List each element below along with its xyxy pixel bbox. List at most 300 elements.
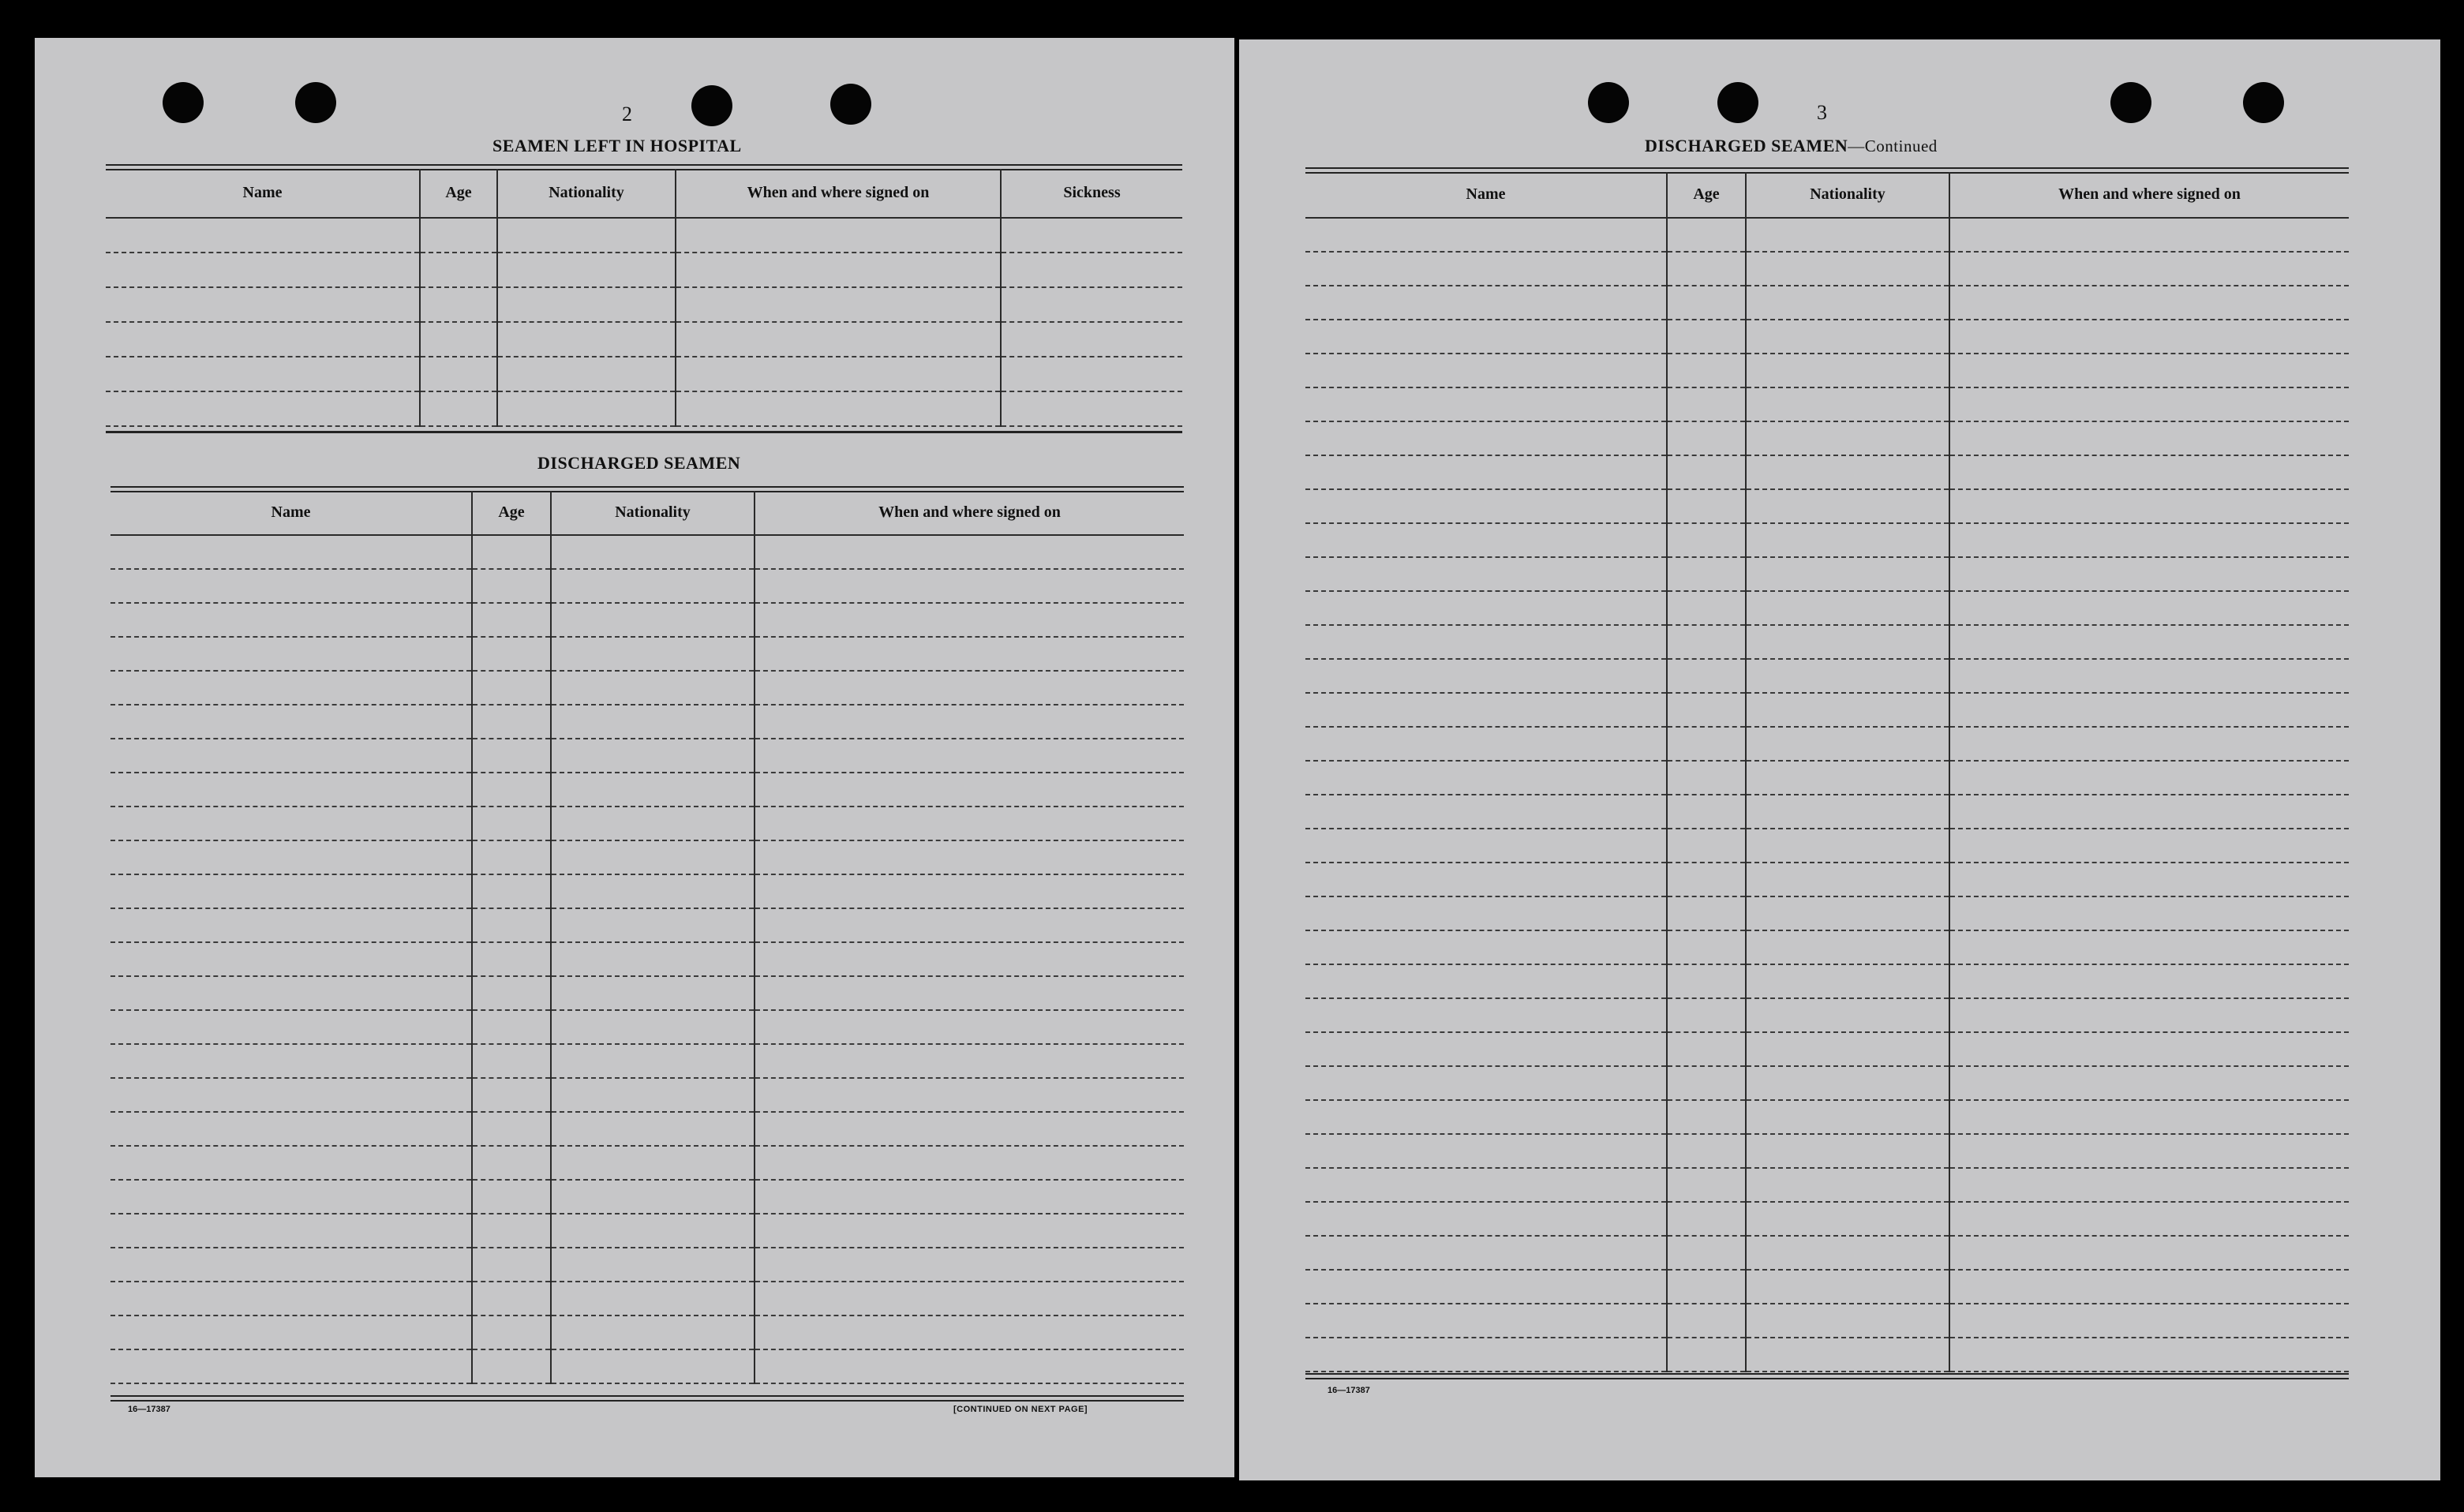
blank-cell[interactable] xyxy=(110,1112,472,1146)
table-row xyxy=(1305,693,2349,727)
blank-cell[interactable] xyxy=(755,1248,1184,1282)
blank-cell[interactable] xyxy=(1667,523,1746,557)
table-row xyxy=(1305,557,2349,591)
title-main: DISCHARGED SEAMEN xyxy=(1645,136,1848,155)
blank-cell[interactable] xyxy=(1001,322,1182,357)
blank-cell[interactable] xyxy=(472,535,551,569)
blank-cell[interactable] xyxy=(1949,795,2349,829)
blank-cell[interactable] xyxy=(1746,286,1949,320)
blank-cell[interactable] xyxy=(551,942,755,976)
table-row xyxy=(110,1078,1184,1112)
blank-cell[interactable] xyxy=(1746,387,1949,421)
blank-cell[interactable] xyxy=(497,218,676,253)
blank-cell[interactable] xyxy=(1746,421,1949,455)
blank-cell[interactable] xyxy=(551,1112,755,1146)
blank-cell[interactable] xyxy=(472,1214,551,1248)
blank-cell[interactable] xyxy=(472,976,551,1010)
blank-cell[interactable] xyxy=(755,942,1184,976)
blank-cell[interactable] xyxy=(472,1112,551,1146)
blank-cell[interactable] xyxy=(1949,1134,2349,1168)
table-row xyxy=(106,322,1182,357)
form-code: 16—17387 xyxy=(128,1405,170,1414)
blank-cell[interactable] xyxy=(1667,557,1746,591)
blank-cell[interactable] xyxy=(110,1146,472,1180)
blank-cell[interactable] xyxy=(1305,659,1667,693)
blank-cell[interactable] xyxy=(1949,863,2349,896)
blank-cell[interactable] xyxy=(1949,523,2349,557)
blank-cell[interactable] xyxy=(1667,354,1746,387)
blank-cell[interactable] xyxy=(1667,1168,1746,1202)
blank-cell[interactable] xyxy=(472,874,551,908)
blank-cell[interactable] xyxy=(1305,387,1667,421)
blank-cell[interactable] xyxy=(1746,1032,1949,1066)
blank-cell[interactable] xyxy=(755,807,1184,840)
blank-cell[interactable] xyxy=(472,1010,551,1044)
table-row xyxy=(1305,625,2349,659)
blank-cell[interactable] xyxy=(472,1282,551,1316)
blank-cell[interactable] xyxy=(1746,1236,1949,1270)
blank-cell[interactable] xyxy=(1305,896,1667,930)
blank-cell[interactable] xyxy=(1667,218,1746,252)
blank-cell[interactable] xyxy=(1746,1202,1949,1236)
blank-cell[interactable] xyxy=(472,739,551,773)
blank-cell[interactable] xyxy=(472,942,551,976)
blank-cell[interactable] xyxy=(551,773,755,807)
blank-cell[interactable] xyxy=(1667,727,1746,761)
blank-cell[interactable] xyxy=(1949,591,2349,625)
blank-cell[interactable] xyxy=(1305,286,1667,320)
blank-cell[interactable] xyxy=(1305,489,1667,523)
blank-cell[interactable] xyxy=(1949,761,2349,795)
blank-cell[interactable] xyxy=(1746,1270,1949,1304)
blank-cell[interactable] xyxy=(755,1180,1184,1214)
blank-cell[interactable] xyxy=(1746,863,1949,896)
blank-cell[interactable] xyxy=(472,840,551,874)
blank-cell[interactable] xyxy=(1746,591,1949,625)
blank-cell[interactable] xyxy=(1667,1066,1746,1100)
blank-cell[interactable] xyxy=(755,569,1184,603)
right-page xyxy=(1239,39,2440,1480)
table-bottom-rule xyxy=(106,431,1182,433)
blank-cell[interactable] xyxy=(497,287,676,322)
blank-cell[interactable] xyxy=(106,391,420,426)
blank-cell[interactable] xyxy=(1001,218,1182,253)
blank-cell[interactable] xyxy=(472,1316,551,1349)
blank-cell[interactable] xyxy=(110,535,472,569)
blank-cell[interactable] xyxy=(1001,253,1182,287)
blank-cell[interactable] xyxy=(472,1349,551,1383)
blank-cell[interactable] xyxy=(110,773,472,807)
table-row xyxy=(1305,1338,2349,1372)
page-number: 3 xyxy=(1817,101,1827,124)
blank-cell[interactable] xyxy=(1949,625,2349,659)
blank-cell[interactable] xyxy=(1746,523,1949,557)
column-header: Age xyxy=(1667,172,1746,218)
blank-cell[interactable] xyxy=(1305,1304,1667,1338)
blank-cell[interactable] xyxy=(1746,964,1949,998)
blank-cell[interactable] xyxy=(1667,930,1746,964)
blank-cell[interactable] xyxy=(1949,1066,2349,1100)
blank-cell[interactable] xyxy=(472,1078,551,1112)
blank-cell[interactable] xyxy=(110,705,472,739)
blank-cell[interactable] xyxy=(1305,625,1667,659)
blank-cell[interactable] xyxy=(1667,896,1746,930)
blank-cell[interactable] xyxy=(1305,1236,1667,1270)
blank-cell[interactable] xyxy=(110,1010,472,1044)
blank-cell[interactable] xyxy=(755,1316,1184,1349)
blank-cell[interactable] xyxy=(1667,1338,1746,1372)
blank-cell[interactable] xyxy=(1746,1066,1949,1100)
blank-cell[interactable] xyxy=(551,807,755,840)
blank-cell[interactable] xyxy=(472,908,551,942)
blank-cell[interactable] xyxy=(551,1044,755,1078)
blank-cell[interactable] xyxy=(110,1282,472,1316)
blank-cell[interactable] xyxy=(551,1010,755,1044)
blank-cell[interactable] xyxy=(755,1078,1184,1112)
blank-cell[interactable] xyxy=(551,671,755,705)
blank-cell[interactable] xyxy=(1949,557,2349,591)
blank-cell[interactable] xyxy=(1305,1134,1667,1168)
table-row xyxy=(110,671,1184,705)
blank-cell[interactable] xyxy=(106,287,420,322)
blank-cell[interactable] xyxy=(1667,591,1746,625)
blank-cell[interactable] xyxy=(551,1316,755,1349)
blank-cell[interactable] xyxy=(755,1214,1184,1248)
blank-cell[interactable] xyxy=(1001,287,1182,322)
table-row xyxy=(1305,1270,2349,1304)
table-row xyxy=(1305,863,2349,896)
blank-cell[interactable] xyxy=(1001,391,1182,426)
blank-cell[interactable] xyxy=(1746,354,1949,387)
blank-cell[interactable] xyxy=(1949,489,2349,523)
blank-cell[interactable] xyxy=(1746,1100,1949,1134)
blank-cell[interactable] xyxy=(1667,1100,1746,1134)
blank-cell[interactable] xyxy=(1305,354,1667,387)
blank-cell[interactable] xyxy=(110,807,472,840)
blank-cell[interactable] xyxy=(110,739,472,773)
blank-cell[interactable] xyxy=(1305,761,1667,795)
blank-cell[interactable] xyxy=(1667,1202,1746,1236)
table-row xyxy=(1305,727,2349,761)
blank-cell[interactable] xyxy=(1305,964,1667,998)
blank-cell[interactable] xyxy=(755,1282,1184,1316)
blank-cell[interactable] xyxy=(1667,1134,1746,1168)
table-row xyxy=(110,773,1184,807)
blank-cell[interactable] xyxy=(110,1078,472,1112)
blank-cell[interactable] xyxy=(1667,693,1746,727)
blank-cell[interactable] xyxy=(755,739,1184,773)
blank-cell[interactable] xyxy=(551,535,755,569)
blank-cell[interactable] xyxy=(110,569,472,603)
blank-cell[interactable] xyxy=(110,1316,472,1349)
blank-cell[interactable] xyxy=(1949,286,2349,320)
blank-cell[interactable] xyxy=(551,739,755,773)
blank-cell[interactable] xyxy=(1949,1236,2349,1270)
blank-cell[interactable] xyxy=(1305,455,1667,489)
blank-cell[interactable] xyxy=(1746,829,1949,863)
blank-cell[interactable] xyxy=(755,1146,1184,1180)
blank-cell[interactable] xyxy=(1667,998,1746,1032)
blank-cell[interactable] xyxy=(110,603,472,637)
blank-cell[interactable] xyxy=(551,603,755,637)
blank-cell[interactable] xyxy=(755,535,1184,569)
table-row xyxy=(110,908,1184,942)
blank-cell[interactable] xyxy=(1001,357,1182,391)
blank-cell[interactable] xyxy=(1746,1134,1949,1168)
blank-cell[interactable] xyxy=(755,1010,1184,1044)
blank-cell[interactable] xyxy=(1746,896,1949,930)
blank-cell[interactable] xyxy=(1305,1270,1667,1304)
blank-cell[interactable] xyxy=(1305,863,1667,896)
blank-cell[interactable] xyxy=(1305,930,1667,964)
hospital-section-title: SEAMEN LEFT IN HOSPITAL xyxy=(492,136,742,155)
blank-cell[interactable] xyxy=(755,1112,1184,1146)
blank-cell[interactable] xyxy=(472,773,551,807)
blank-cell[interactable] xyxy=(551,1248,755,1282)
blank-cell[interactable] xyxy=(1305,252,1667,286)
blank-cell[interactable] xyxy=(1305,1202,1667,1236)
blank-cell[interactable] xyxy=(1949,218,2349,252)
blank-cell[interactable] xyxy=(1949,421,2349,455)
blank-cell[interactable] xyxy=(110,1214,472,1248)
blank-cell[interactable] xyxy=(110,976,472,1010)
blank-cell[interactable] xyxy=(110,1349,472,1383)
blank-cell[interactable] xyxy=(1746,727,1949,761)
blank-cell[interactable] xyxy=(1305,421,1667,455)
blank-cell[interactable] xyxy=(1949,320,2349,354)
blank-cell[interactable] xyxy=(551,874,755,908)
blank-cell[interactable] xyxy=(472,1248,551,1282)
blank-cell[interactable] xyxy=(1746,659,1949,693)
blank-cell[interactable] xyxy=(755,773,1184,807)
blank-cell[interactable] xyxy=(755,874,1184,908)
blank-cell[interactable] xyxy=(1667,252,1746,286)
blank-cell[interactable] xyxy=(497,322,676,357)
blank-cell[interactable] xyxy=(1305,727,1667,761)
blank-cell[interactable] xyxy=(110,1180,472,1214)
blank-cell[interactable] xyxy=(1667,625,1746,659)
blank-cell[interactable] xyxy=(1305,1032,1667,1066)
blank-cell[interactable] xyxy=(472,1146,551,1180)
blank-cell[interactable] xyxy=(1949,964,2349,998)
blank-cell[interactable] xyxy=(1667,286,1746,320)
blank-cell[interactable] xyxy=(755,671,1184,705)
blank-cell[interactable] xyxy=(472,569,551,603)
blank-cell[interactable] xyxy=(1667,761,1746,795)
blank-cell[interactable] xyxy=(1305,218,1667,252)
blank-cell[interactable] xyxy=(551,1349,755,1383)
column-header: Nationality xyxy=(497,169,676,218)
blank-cell[interactable] xyxy=(1667,489,1746,523)
blank-cell[interactable] xyxy=(1746,1304,1949,1338)
blank-cell[interactable] xyxy=(1746,693,1949,727)
blank-cell[interactable] xyxy=(1746,625,1949,659)
blank-cell[interactable] xyxy=(551,569,755,603)
blank-cell[interactable] xyxy=(551,1180,755,1214)
table-row xyxy=(110,807,1184,840)
blank-cell[interactable] xyxy=(106,322,420,357)
blank-cell[interactable] xyxy=(110,840,472,874)
blank-cell[interactable] xyxy=(1305,829,1667,863)
blank-cell[interactable] xyxy=(551,1282,755,1316)
blank-cell[interactable] xyxy=(1949,998,2349,1032)
blank-cell[interactable] xyxy=(1746,1168,1949,1202)
blank-cell[interactable] xyxy=(1305,591,1667,625)
blank-cell[interactable] xyxy=(1305,1100,1667,1134)
blank-cell[interactable] xyxy=(1746,998,1949,1032)
blank-cell[interactable] xyxy=(1667,659,1746,693)
blank-cell[interactable] xyxy=(1667,1236,1746,1270)
blank-cell[interactable] xyxy=(420,287,497,322)
table-row xyxy=(110,1316,1184,1349)
blank-cell[interactable] xyxy=(106,357,420,391)
blank-cell[interactable] xyxy=(1949,829,2349,863)
blank-cell[interactable] xyxy=(106,218,420,253)
blank-cell[interactable] xyxy=(755,603,1184,637)
blank-cell[interactable] xyxy=(110,1248,472,1282)
blank-cell[interactable] xyxy=(551,908,755,942)
blank-cell[interactable] xyxy=(676,218,1001,253)
blank-cell[interactable] xyxy=(1949,1168,2349,1202)
blank-cell[interactable] xyxy=(420,322,497,357)
blank-cell[interactable] xyxy=(1667,964,1746,998)
blank-cell[interactable] xyxy=(755,705,1184,739)
blank-cell[interactable] xyxy=(1949,1032,2349,1066)
blank-cell[interactable] xyxy=(1746,761,1949,795)
blank-cell[interactable] xyxy=(676,322,1001,357)
blank-cell[interactable] xyxy=(1746,1338,1949,1372)
discharged-table xyxy=(110,491,1184,1384)
blank-cell[interactable] xyxy=(1949,1100,2349,1134)
blank-cell[interactable] xyxy=(1949,727,2349,761)
blank-cell[interactable] xyxy=(497,391,676,426)
blank-cell[interactable] xyxy=(755,840,1184,874)
blank-cell[interactable] xyxy=(1667,1304,1746,1338)
blank-cell[interactable] xyxy=(1305,1168,1667,1202)
blank-cell[interactable] xyxy=(551,1214,755,1248)
blank-cell[interactable] xyxy=(420,218,497,253)
table-row xyxy=(1305,1134,2349,1168)
blank-cell[interactable] xyxy=(472,807,551,840)
blank-cell[interactable] xyxy=(1667,1032,1746,1066)
blank-cell[interactable] xyxy=(1305,693,1667,727)
blank-cell[interactable] xyxy=(1667,863,1746,896)
blank-cell[interactable] xyxy=(676,357,1001,391)
blank-cell[interactable] xyxy=(1949,1202,2349,1236)
blank-cell[interactable] xyxy=(755,976,1184,1010)
blank-cell[interactable] xyxy=(1667,320,1746,354)
blank-cell[interactable] xyxy=(497,253,676,287)
blank-cell[interactable] xyxy=(497,357,676,391)
blank-cell[interactable] xyxy=(1305,1066,1667,1100)
blank-cell[interactable] xyxy=(1667,829,1746,863)
table-row xyxy=(110,1010,1184,1044)
blank-cell[interactable] xyxy=(676,253,1001,287)
blank-cell[interactable] xyxy=(1746,489,1949,523)
blank-cell[interactable] xyxy=(1746,557,1949,591)
blank-cell[interactable] xyxy=(551,637,755,671)
blank-cell[interactable] xyxy=(1305,523,1667,557)
table-row xyxy=(1305,286,2349,320)
blank-cell[interactable] xyxy=(1949,1338,2349,1372)
blank-cell[interactable] xyxy=(755,1044,1184,1078)
column-header: Name xyxy=(1305,172,1667,218)
blank-cell[interactable] xyxy=(551,976,755,1010)
blank-cell[interactable] xyxy=(110,874,472,908)
blank-cell[interactable] xyxy=(1949,930,2349,964)
form-code: 16—17387 xyxy=(1327,1386,1370,1395)
blank-cell[interactable] xyxy=(551,705,755,739)
blank-cell[interactable] xyxy=(1949,387,2349,421)
blank-cell[interactable] xyxy=(1949,896,2349,930)
table-row xyxy=(1305,964,2349,998)
blank-cell[interactable] xyxy=(1949,659,2349,693)
blank-cell[interactable] xyxy=(472,1044,551,1078)
blank-cell[interactable] xyxy=(1949,1304,2349,1338)
table-row xyxy=(1305,930,2349,964)
blank-cell[interactable] xyxy=(472,671,551,705)
column-header: Name xyxy=(110,491,472,535)
blank-cell[interactable] xyxy=(420,253,497,287)
blank-cell[interactable] xyxy=(472,705,551,739)
blank-cell[interactable] xyxy=(1949,455,2349,489)
blank-cell[interactable] xyxy=(755,908,1184,942)
blank-cell[interactable] xyxy=(676,391,1001,426)
blank-cell[interactable] xyxy=(1305,1338,1667,1372)
blank-cell[interactable] xyxy=(1667,795,1746,829)
blank-cell[interactable] xyxy=(1949,354,2349,387)
table-row xyxy=(1305,998,2349,1032)
blank-cell[interactable] xyxy=(1746,252,1949,286)
blank-cell[interactable] xyxy=(551,840,755,874)
blank-cell[interactable] xyxy=(1305,998,1667,1032)
blank-cell[interactable] xyxy=(1949,1270,2349,1304)
blank-cell[interactable] xyxy=(1667,1270,1746,1304)
blank-cell[interactable] xyxy=(676,287,1001,322)
blank-cell[interactable] xyxy=(110,1044,472,1078)
blank-cell[interactable] xyxy=(110,908,472,942)
blank-cell[interactable] xyxy=(1305,795,1667,829)
blank-cell[interactable] xyxy=(1305,557,1667,591)
blank-cell[interactable] xyxy=(1746,795,1949,829)
blank-cell[interactable] xyxy=(110,942,472,976)
blank-cell[interactable] xyxy=(110,671,472,705)
blank-cell[interactable] xyxy=(472,1180,551,1214)
blank-cell[interactable] xyxy=(1667,455,1746,489)
blank-cell[interactable] xyxy=(1746,218,1949,252)
blank-cell[interactable] xyxy=(551,1078,755,1112)
blank-cell[interactable] xyxy=(1949,693,2349,727)
blank-cell[interactable] xyxy=(551,1146,755,1180)
table-row xyxy=(1305,387,2349,421)
blank-cell[interactable] xyxy=(472,603,551,637)
blank-cell[interactable] xyxy=(1305,320,1667,354)
blank-cell[interactable] xyxy=(1746,320,1949,354)
blank-cell[interactable] xyxy=(1746,930,1949,964)
blank-cell[interactable] xyxy=(1667,421,1746,455)
table-row xyxy=(110,739,1184,773)
blank-cell[interactable] xyxy=(755,637,1184,671)
blank-cell[interactable] xyxy=(420,357,497,391)
blank-cell[interactable] xyxy=(106,253,420,287)
blank-cell[interactable] xyxy=(420,391,497,426)
blank-cell[interactable] xyxy=(1746,455,1949,489)
blank-cell[interactable] xyxy=(1667,387,1746,421)
blank-cell[interactable] xyxy=(1949,252,2349,286)
blank-cell[interactable] xyxy=(755,1349,1184,1383)
blank-cell[interactable] xyxy=(472,637,551,671)
blank-cell[interactable] xyxy=(110,637,472,671)
